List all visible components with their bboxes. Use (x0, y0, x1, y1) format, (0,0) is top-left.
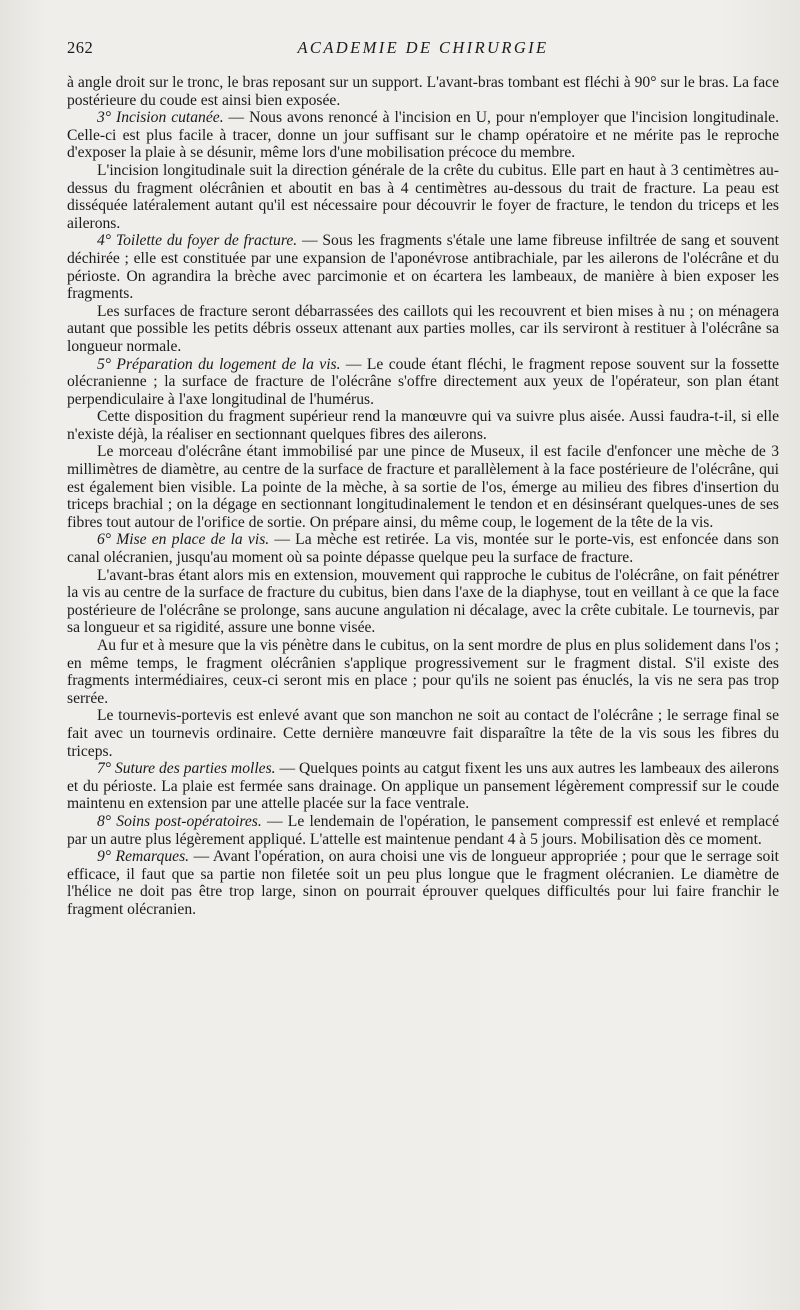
paragraph: 7° Suture des parties molles. — Quelques points au catgut fixent les uns aux autres les lambeaux des ailerons et du périoste. La plaie est fermée sans drainage. On applique un pansement légèrement compressif sur le coude maintenu en extension par une attelle placée sur la face ventrale. (67, 760, 779, 813)
section-heading: 9° Remarques. (97, 848, 190, 866)
paragraph: Cette disposition du fragment supérieur rend la manœuvre qui va suivre plus aisée. Aussi faudra-t-il, si elle n'existe déjà, la réaliser en sectionnant quelques fibres des ailerons. (67, 408, 779, 443)
paragraph: Au fur et à mesure que la vis pénètre dans le cubitus, on la sent mordre de plus en plus solidement dans l'os ; en même temps, le fragment olécrânien s'applique progressivement sur le fragment distal. S'il existe des fragments intermédiaires, ceux-ci seront mis en place ; pour qu'ils ne soient pas énuclés, la vis ne sera pas trop serrée. (67, 637, 779, 707)
section-heading: 4° Toilette du foyer de fracture. (97, 232, 298, 250)
paragraph: Les surfaces de fracture seront débarrassées des caillots qui les recouvrent et bien mises à nu ; on ménagera autant que possible les petits débris osseux attenant aux parties molles, car ils serviront à restituer à l'olécrâne sa longueur normale. (67, 302, 779, 355)
paragraph: L'avant-bras étant alors mis en extension, mouvement qui rapproche le cubitus de l'olécrâne, on fait pénétrer la vis au centre de la surface de fracture du cubitus, bien dans l'axe de la diaphyse, tout en veillant à ce que la face postérieure de l'olécrâne se prolonge, sans aucune angulation ni décalage, avec la crête cubitale. Le tournevis, par sa longueur et sa rigidité, assure une bonne visée. (67, 566, 779, 637)
running-header (67, 38, 779, 60)
journal-title: ACADEMIE DE CHIRURGIE (297, 38, 549, 57)
body-text (67, 74, 779, 919)
section-heading: 5° Préparation du logement de la vis. (97, 355, 341, 373)
paragraph: 8° Soins post-opératoires. — Le lendemain de l'opération, le pansement compressif est enlevé et remplacé par un autre plus légèrement appliqué. L'attelle est maintenue pendant 4 à 5 jours. Mobilisation dès ce moment. (67, 812, 779, 848)
paragraph: 4° Toilette du foyer de fracture. — Sous les fragments s'étale une lame fibreuse infiltrée de sang et souvent déchirée ; elle est constituée par une expansion de l'aponévrose antibrachiale, par les ailerons de l'olécrâne et du périoste. On agrandira la brèche avec parcimonie et on écartera les lambeaux, de manière à bien exposer les fragments. (67, 232, 779, 303)
section-heading: 6° Mise en place de la vis. (97, 531, 270, 549)
paragraph: Le morceau d'olécrâne étant immobilisé par une pince de Museux, il est facile d'enfoncer une mèche de 3 millimètres de diamètre, au centre de la surface de fracture et parallèlement à la face postérieure de l'olécrâne, qui est également bien visible. La pointe de la mèche, à sa sortie de l'os, émerge au milieu des fibres d'insertion du triceps brachial ; on la dégage en sectionnant longitudinalement le tendon et en désinsérant quelques-unes de ses fibres tout autour de l'orifice de sortie. On prépare ainsi, du même coup, le logement de la tête de la vis. (67, 443, 779, 531)
section-heading: 8° Soins post-opératoires. (97, 812, 262, 830)
paragraph: L'incision longitudinale suit la direction générale de la crête du cubitus. Elle part en haut à 3 centimètres au-dessus du fragment olécrânien et aboutit en bas à 4 centimètres au-dessous du trait de fracture. La peau est disséquée latéralement autant qu'il est nécessaire pour découvrir le foyer de fracture, le tendon du triceps et les ailerons. (67, 161, 779, 232)
page-number: 262 (67, 38, 94, 57)
paragraph: 9° Remarques. — Avant l'opération, on aura choisi une vis de longueur appropriée ; pour que le serrage soit efficace, il faut que sa partie non filetée soit un peu plus longue que le fragment olécranien. Le diamètre de l'hélice ne doit pas être trop large, sinon on pourrait éprouver quelques difficultés pour lui faire franchir le fragment olécranien. (67, 848, 779, 918)
paragraph: 5° Préparation du logement de la vis. — Le coude étant fléchi, le fragment repose souvent sur la fossette olécranienne ; la surface de fracture de l'olécrâne s'offre directement aux yeux de l'opérateur, son plan étant perpendiculaire à l'axe longitudinal de l'humérus. (67, 355, 779, 408)
section-heading: 3° Incision cutanée. (97, 109, 224, 127)
paragraph: 3° Incision cutanée. — Nous avons renoncé à l'incision en U, pour n'employer que l'incision longitudinale. Celle-ci est plus facile à tracer, donne un jour suffisant sur le champ opératoire et ne mérite pas le reproche d'exposer la plaie à se désunir, même lors d'une mobilisation précoce du membre. (67, 109, 780, 162)
section-heading: 7° Suture des parties molles. (97, 760, 276, 778)
paragraph: Le tournevis-portevis est enlevé avant que son manchon ne soit au contact de l'olécrâne ; le serrage final se fait avec un tournevis ordinaire. Cette dernière manœuvre fait disparaître la tête de la vis sous les fibres du triceps. (67, 707, 779, 760)
paragraph: à angle droit sur le tronc, le bras reposant sur un support. L'avant-bras tombant est fléchi à 90° sur le bras. La face postérieure du coude est ainsi bien exposée. (67, 74, 779, 109)
paragraph: 6° Mise en place de la vis. — La mèche est retirée. La vis, montée sur le porte-vis, est enfoncée dans son canal olécranien, jusqu'au moment où sa pointe dépasse quelque peu la surface de fracture. (67, 531, 779, 567)
